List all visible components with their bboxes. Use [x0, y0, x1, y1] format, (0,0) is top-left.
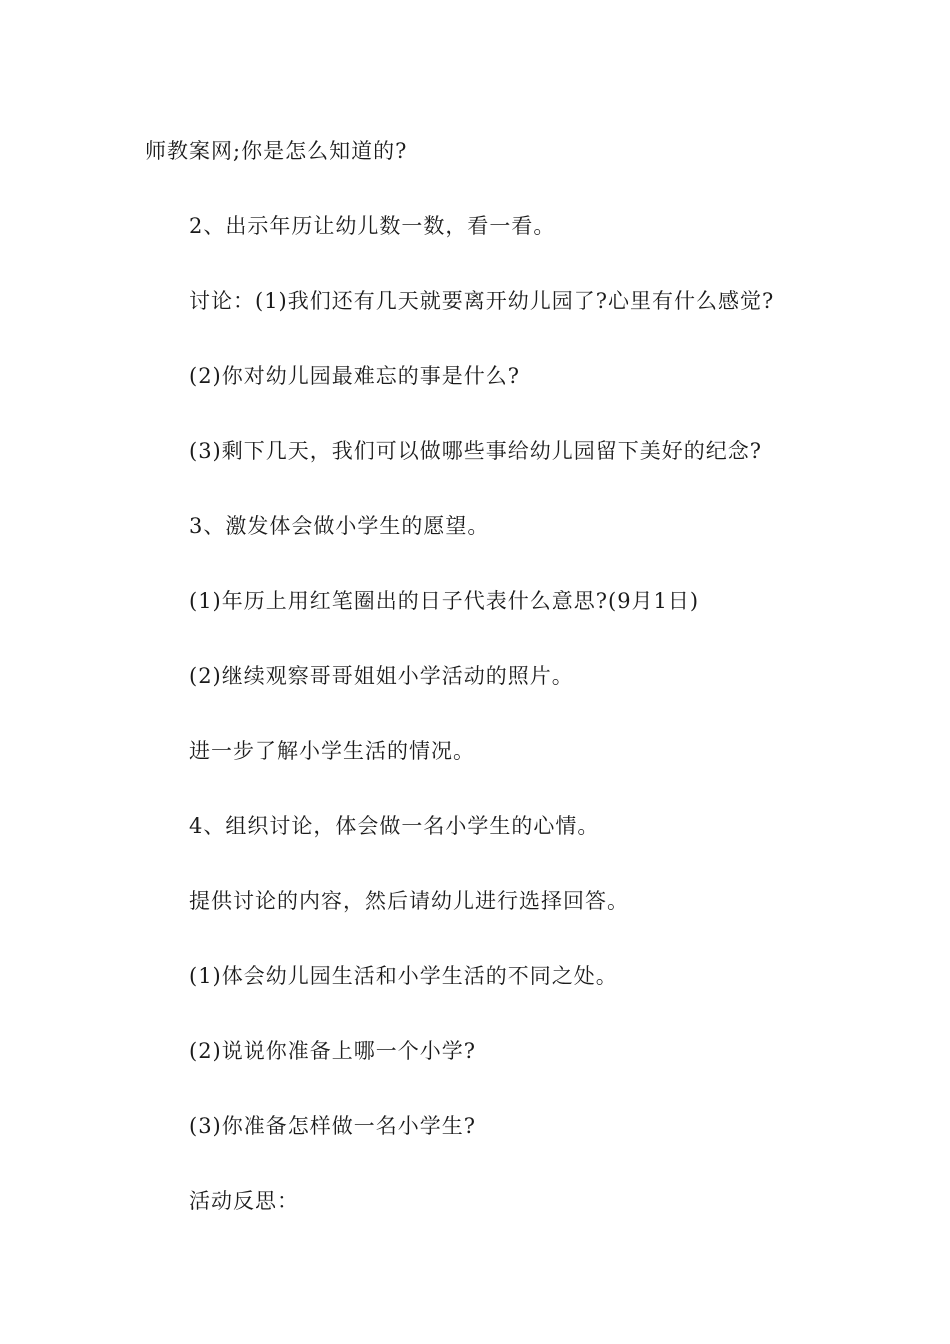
step-3-note: 进一步了解小学生活的情况。 [189, 739, 475, 763]
activity-reflection-heading: 活动反思： [189, 1189, 299, 1213]
discussion-question-2: (2)你对幼儿园最难忘的事是什么? [189, 364, 521, 388]
step-4-item-1: (1)体会幼儿园生活和小学生活的不同之处。 [189, 964, 618, 988]
step-4-heading: 4、组织讨论，体会做一名小学生的心情。 [189, 814, 600, 838]
step-4-instruction: 提供讨论的内容，然后请幼儿进行选择回答。 [189, 889, 629, 913]
step-3-item-2: (2)继续观察哥哥姐姐小学活动的照片。 [189, 664, 574, 688]
step-3-item-1: (1)年历上用红笔圈出的日子代表什么意思?(9月1日) [189, 589, 700, 613]
step-2-heading: 2、出示年历让幼儿数一数，看一看。 [189, 214, 556, 238]
step-4-item-3: (3)你准备怎样做一名小学生? [189, 1114, 477, 1138]
text-line-continuation: 师教案网;你是怎么知道的? [145, 139, 408, 163]
step-4-item-2: (2)说说你准备上哪一个小学? [189, 1039, 477, 1063]
discussion-question-1: 讨论：(1)我们还有几天就要离开幼儿园了?心里有什么感觉? [189, 289, 775, 313]
step-3-heading: 3、激发体会做小学生的愿望。 [189, 514, 490, 538]
discussion-question-3: (3)剩下几天，我们可以做哪些事给幼儿园留下美好的纪念? [189, 439, 763, 463]
